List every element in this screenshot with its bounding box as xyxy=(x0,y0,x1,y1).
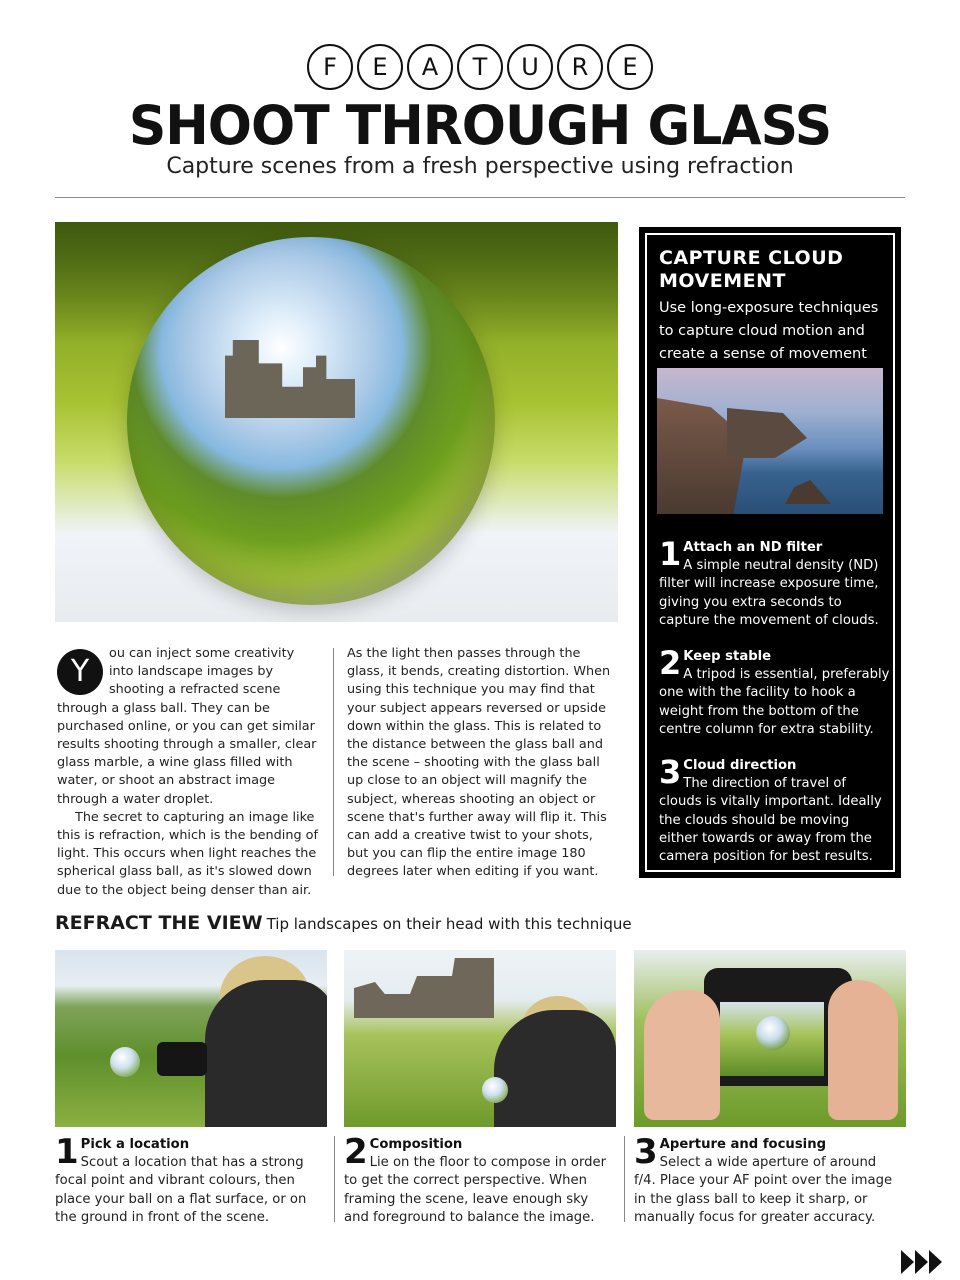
step-body: Scout a location that has a strong focal point and vibrant colours, then place your ball on a flat surface, or on the ground in front of the scene. xyxy=(55,1155,307,1225)
hand xyxy=(828,980,898,1120)
step-heading: Cloud direction xyxy=(683,758,797,773)
article-column-1 xyxy=(57,645,319,900)
step-body: Lie on the floor to compose in order to get the correct perspective. When framing the scene, leave enough sky and foreground to balance the image. xyxy=(344,1155,607,1225)
feature-label xyxy=(0,44,960,90)
camera-lcd xyxy=(720,1002,824,1076)
column-divider xyxy=(333,648,334,876)
paragraph-text: ou can inject some creativity into landscape images by shooting a refracted scene through a glass ball. They can be purchased online, or you can get similar results shooting through a smaller, clear glass marble, a wine glass filled with water, or shoot an abstract image through a water droplet. xyxy=(57,646,317,807)
section-title: REFRACT THE VIEW xyxy=(55,912,263,934)
sea-rock xyxy=(785,480,831,504)
column-divider xyxy=(624,1136,625,1222)
step-photo-composition xyxy=(344,950,616,1127)
column-divider xyxy=(334,1136,335,1222)
article-paragraph: The secret to capturing an image like this is refraction, which is the bending of light. This occurs when light reaches the spherical glass ball, as it's slowed down due to the object being denser than air. xyxy=(57,809,318,898)
feature-letter: T xyxy=(457,44,503,90)
step-number: 1 xyxy=(659,535,682,573)
feature-letter: E xyxy=(607,44,653,90)
page-title: SHOOT THROUGH GLASS xyxy=(128,94,832,158)
step-heading: Keep stable xyxy=(683,649,772,664)
feature-letter: R xyxy=(557,44,603,90)
glass-ball xyxy=(127,237,495,605)
section-subtitle: Tip landscapes on their head with this technique xyxy=(266,915,632,933)
castle-ruin xyxy=(354,958,494,1018)
glass-ball xyxy=(756,1016,790,1050)
step-body: A tripod is essential, preferably one with the facility to hook a weight from the bottom of the centre column for extra stability. xyxy=(659,667,890,737)
photographer xyxy=(494,1010,616,1127)
hand xyxy=(644,990,720,1120)
article-paragraph: As the light then passes through the glass, it bends, creating distortion. When using this technique you may find that your subject appears reversed or upside down within the glass. This is related to the distance between the glass ball and the scene – shooting with the glass ball up close to an object will magnify the subject, whereas shooting an object or scene that's further away will flip it. This can add a creative twist to your shots, but you can flip the entire image 180 degrees later when editing if you want. xyxy=(347,646,611,880)
arrow-glyph xyxy=(901,1250,914,1274)
glass-ball xyxy=(110,1047,140,1077)
step-number: 1 xyxy=(55,1132,79,1172)
feature-letter: E xyxy=(357,44,403,90)
step-heading: Pick a location xyxy=(80,1137,190,1152)
cliff xyxy=(727,408,807,458)
sidebar-intro: Use long-exposure techniques to capture cloud motion and create a sense of movement xyxy=(659,300,879,362)
step-body: Select a wide aperture of around f/4. Place your AF point over the image in the glass ball to keep it sharp, or manually focus for greater accuracy. xyxy=(634,1155,893,1225)
hero-glass-ball-photo xyxy=(55,222,618,622)
refract-step xyxy=(344,1132,612,1227)
sidebar-step xyxy=(659,753,891,866)
sidebar-step xyxy=(659,535,891,630)
glass-ball xyxy=(482,1077,508,1103)
step-photo-focusing xyxy=(634,950,906,1127)
header-divider xyxy=(55,197,905,198)
step-number: 2 xyxy=(344,1132,368,1172)
step-number: 3 xyxy=(659,753,682,791)
article-column-2 xyxy=(347,645,617,882)
sidebar-step xyxy=(659,644,891,739)
feature-letter: A xyxy=(407,44,453,90)
step-body: The direction of travel of clouds is vitally important. Ideally the clouds should be moving either towards or away from the camera position for best results. xyxy=(659,776,882,865)
camera xyxy=(157,1042,207,1076)
sidebar-box xyxy=(639,227,901,878)
feature-letter: F xyxy=(307,44,353,90)
step-body: A simple neutral density (ND) filter will increase exposure time, giving you extra seconds to capture the movement of clouds. xyxy=(659,558,879,628)
feature-letter: U xyxy=(507,44,553,90)
arrow-glyph xyxy=(915,1250,928,1274)
drop-cap: Y xyxy=(57,649,103,695)
photographer xyxy=(205,980,327,1127)
step-heading: Aperture and focusing xyxy=(659,1137,827,1152)
step-number: 3 xyxy=(634,1132,658,1172)
step-photo-location xyxy=(55,950,327,1127)
triple-play-arrow-icon[interactable] xyxy=(901,1250,942,1274)
sidebar-title: CAPTURE CLOUD MOVEMENT xyxy=(659,247,844,292)
refract-step xyxy=(55,1132,323,1227)
step-heading: Attach an ND filter xyxy=(683,540,823,555)
refract-step xyxy=(634,1132,902,1227)
arrow-glyph xyxy=(929,1250,942,1274)
page-subtitle: Capture scenes from a fresh perspective using refraction xyxy=(166,154,794,179)
step-heading: Composition xyxy=(369,1137,463,1152)
article-paragraph xyxy=(57,645,319,809)
coastal-cliffs-photo xyxy=(657,368,883,514)
section-heading xyxy=(55,912,632,934)
step-number: 2 xyxy=(659,644,682,682)
